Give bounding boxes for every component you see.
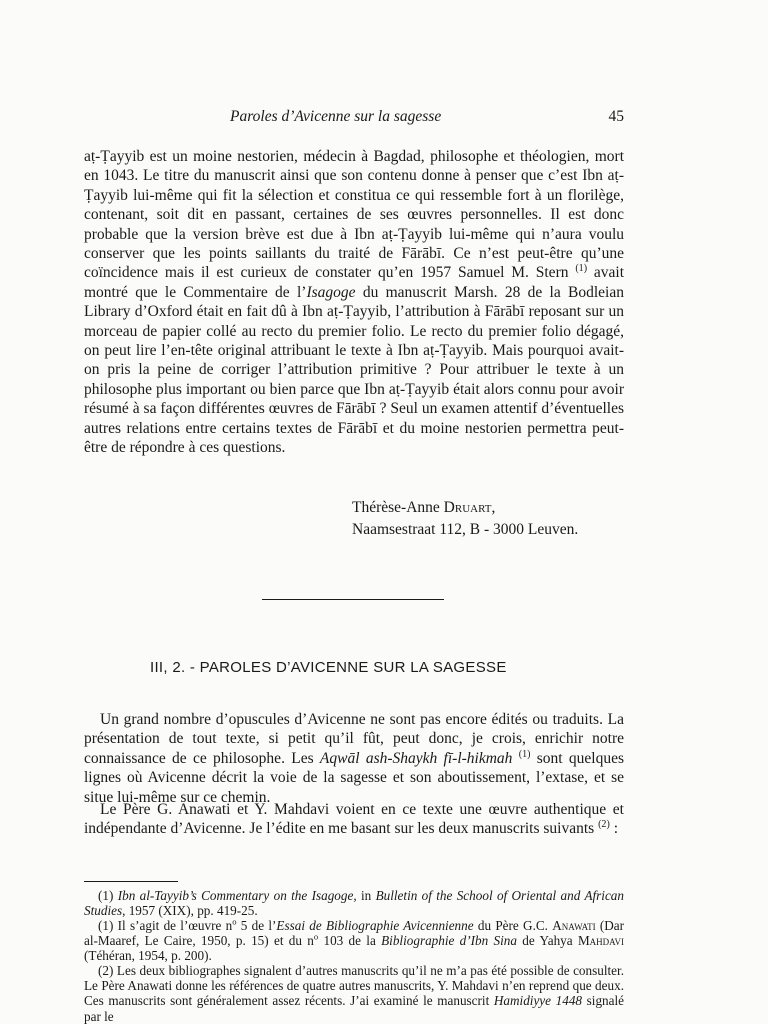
continuation-text-1: aṭ-Ṭayyib est un moine nestorien, médecin à Bagdad, philosophe et théologien, mort en 1043. Le titre du manuscrit ainsi que son contenu donne à penser que c’est Ibn aṭ-Ṭayyib lui-même qui fit la sélection et constitua ce qui ressemble fort à un florilège, contenant, soit dit en passant, certaines de ses œuvres personnelles. Il est donc probable que la version brève est due à Ibn aṭ-Ṭayyib lui-même qui n’aura voulu conserver que les points saillants du traité de Fārābī. Ce n’est peut-être qu’une coïncidence mais il est curieux de constater qu’en 1957 Samuel M. Stern [84,148,624,282]
manuscripts-text-1: Le Père G. Anawati et Y. Mahdavi voient en ce texte une œuvre authentique et indépendante d’Avicenne. Je l’édite en me basant sur les deux manuscrits suivants [84,801,624,838]
footnote-2-text-a: Il s’agit de l’œuvre n [113,918,233,933]
footnote-3-manuscript: Hamidiyye 1448 [493,993,583,1009]
footnote-3 [84,963,624,1024]
footnote-2-text-g: (Téhéran, 1954, p. 200). [84,948,212,964]
footnote-1-text-a: , in [353,888,376,903]
footnote-1-text-b: , 1957 (XIX), pp. 419-25. [122,903,258,919]
footnote-3-marker: (2) [98,963,114,978]
footnote-2-title-2: Bibliographie d’Ibn Sina [381,933,517,949]
footnote-2-text-d: (Dar al-Maaref, Le Caire, 1950, p. 15) et du n [84,918,624,949]
footnote-2-ordinal-a: o [232,916,237,927]
section-heading: III, 2. - PAROLES D’AVICENNE SUR LA SAGESSE [150,659,507,676]
footnote-1 [84,888,624,918]
manuscripts-text-2: : [609,820,618,838]
work-title: Aqwāl ash-Shaykh fī-l-hikmah [319,749,513,767]
footnote-1-marker: (1) [98,888,114,903]
footnote-1-title: Ibn al-Tayyib’s Commentary on the Isagoge [117,888,354,903]
intro-paragraph [84,710,624,807]
author-comma: , [491,499,496,516]
footnote-ref-2: (2) [598,819,610,831]
running-title: Paroles d’Avicenne sur la sagesse [230,108,442,125]
intro-text-2: sont quelques lignes où Avicenne décrit la voie de la sagesse et son aboutissement, l’extase, et se situe lui-même sur ce chemin. [84,749,624,806]
footnote-2 [84,918,624,964]
continuation-paragraph [84,147,624,458]
footnote-2-text-f: de Yahya [516,933,578,949]
footnote-2-title-1: Essai de Bibliographie Avicennienne [276,918,474,933]
isagoge-title: Isagoge [306,283,356,301]
footnote-2-marker: (1) [98,918,114,933]
footnote-rule [84,881,178,882]
footnote-2-text-b: 5 de l’ [236,918,277,933]
author-surname: Druart [443,499,492,516]
footnote-ref-intro: (1) [518,748,531,760]
footnote-1-journal: Bulletin of the School of Oriental and African Studies [84,888,624,919]
footnote-2-ordinal-b: o [313,931,319,942]
footnote-2-author-1: Anawati [552,918,596,933]
author-address: Naamsestraat 112, B - 3000 Leuven. [352,521,579,538]
footnote-3-text-a: Les deux bibliographes signalent d’autres manuscrits qu’il ne m’a pas été possible de consulter. Le Père Anawati donne les références de quatre autres manuscrits, Y. Mahdavi n’en reprend que deux. Ces manuscrits sont généralement assez récents. J’ai examiné le manuscrit [84,963,624,1009]
footnote-ref-1: (1) [575,263,588,275]
manuscripts-paragraph [84,800,624,839]
author-name [352,497,578,519]
footnote-2-text-c: du Père G.C. [473,918,553,933]
continuation-text-2: avait montré que le Commentaire de l’ [84,264,625,301]
running-header [84,108,624,128]
footnote-3-text-b: signalé par le [84,993,624,1024]
author-first-name: Thérèse-Anne [352,499,440,516]
continuation-text-3: du manuscrit Marsh. 28 de la Bodleian Library d’Oxford était en fait dû à Ibn aṭ-Ṭayyib, l’attribution à Fārābī reposant sur un morceau de papier collé au recto du premier folio. Le recto du premier folio dégagé, on peut lire l’en-tête original attribuant le texte à Ibn aṭ-Ṭayyib. Mais pourquoi avait-on pris la peine de corriger l’attribution primitive ? Pour attribuer le texte à un philosophe plus important ou bien parce que Ibn aṭ-Ṭayyib était alors connu pour avoir résumé à sa façon différentes œuvres de Fārābī ? Seul un examen attentif d’éventuelles autres relations entre certains textes de Fārābī et du moine nestorien permettra peut-être de répondre à ces questions. [84,283,624,457]
author-signature [352,497,578,541]
footnote-2-text-e: 103 de la [318,933,382,949]
page-number: 45 [608,108,624,125]
footnote-2-author-2: Mahdavi [577,933,624,949]
intro-text-1: Un grand nombre d’opuscules d’Avicenne ne sont pas encore édités ou traduits. La présentation de tout texte, si petit qu’il fût, peut donc, je crois, enrichir notre connaissance de ce philosophe. Les [84,711,624,767]
section-divider [262,599,444,600]
